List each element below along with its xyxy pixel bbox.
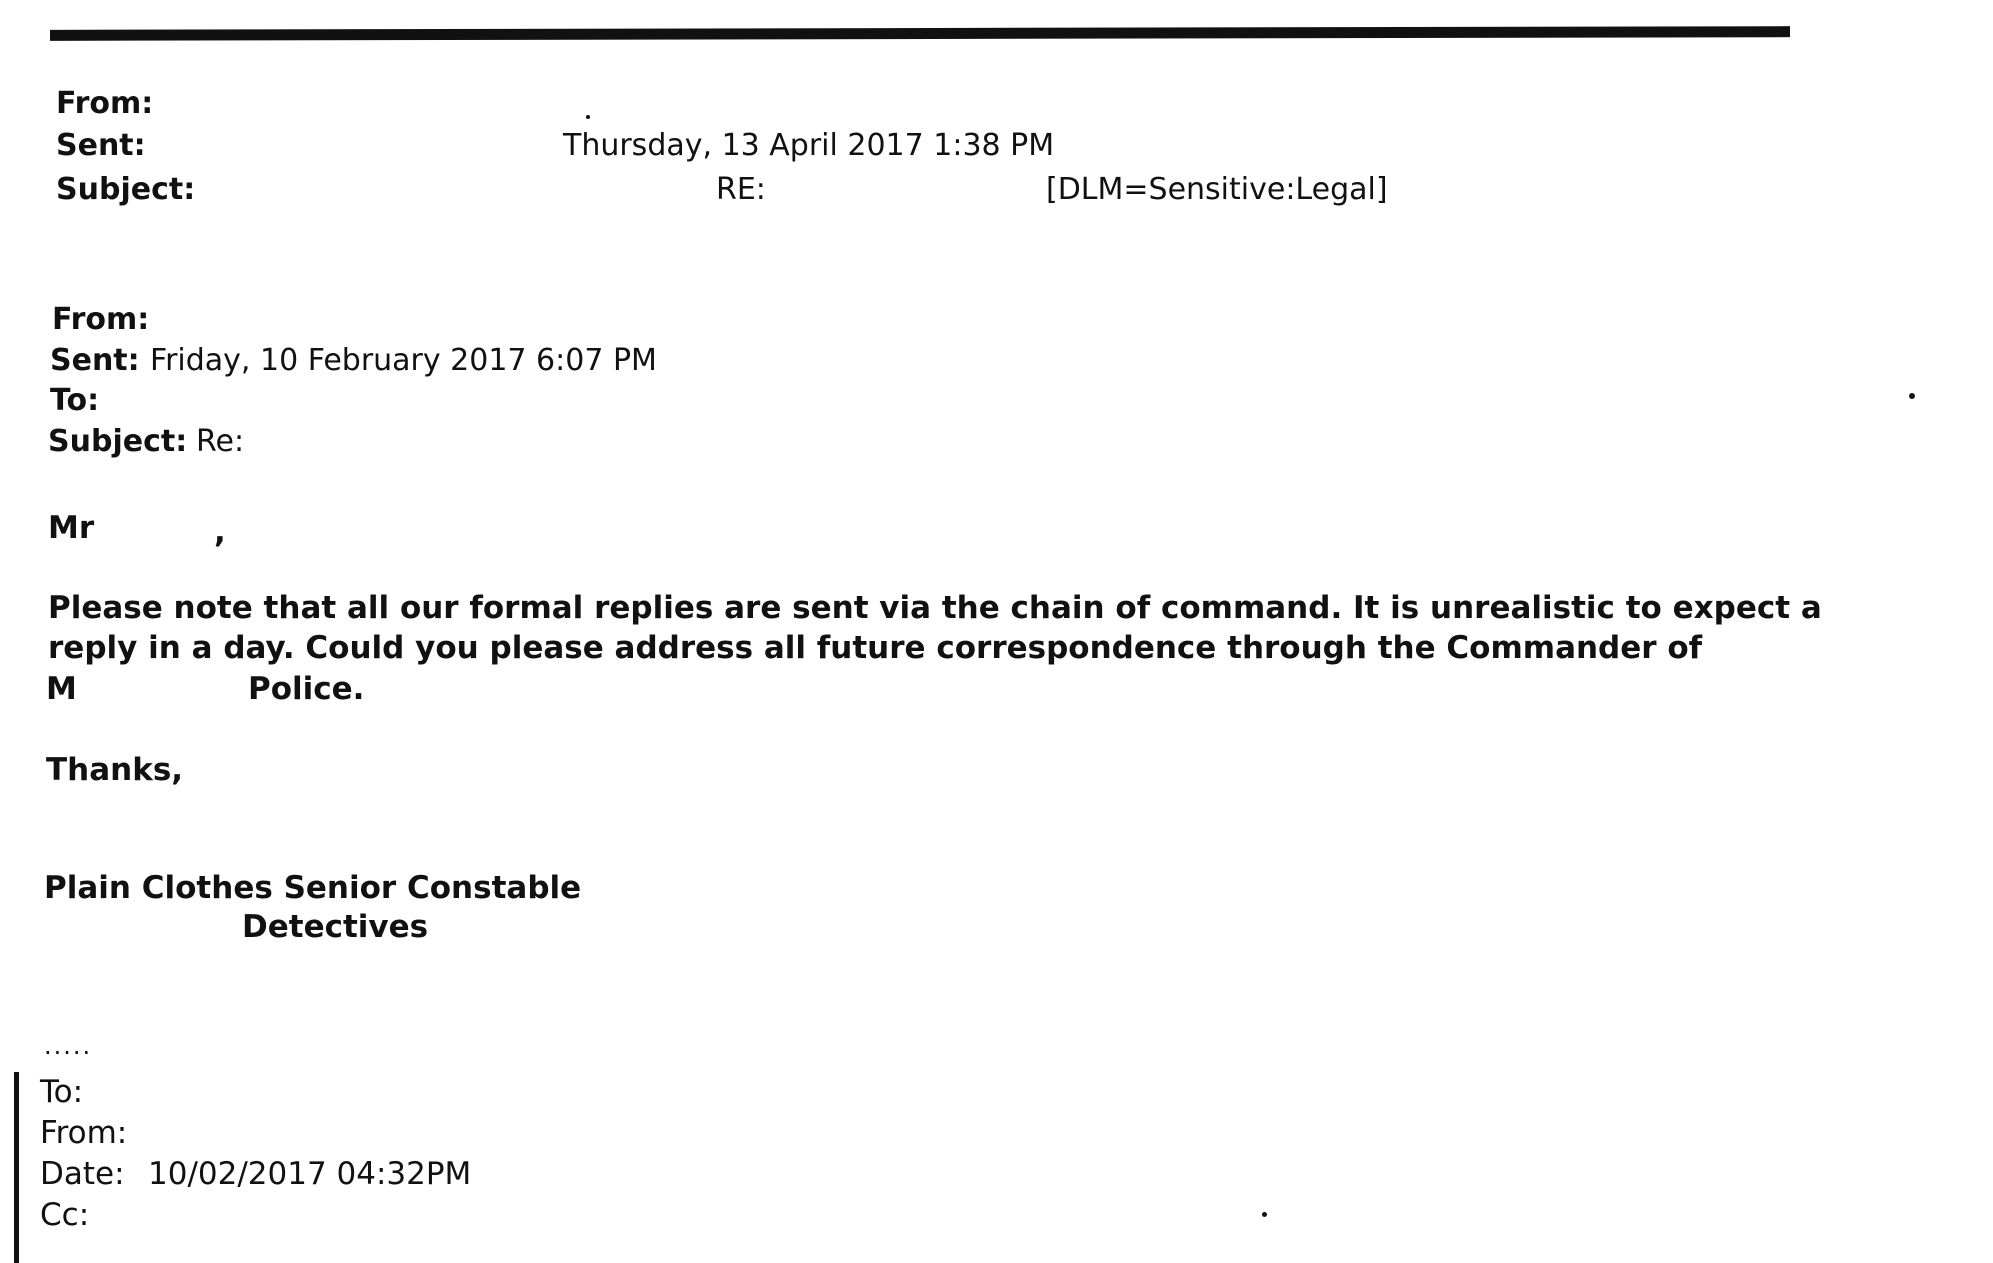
sent-value: Thursday, 13 April 2017 1:38 PM [563, 128, 1055, 163]
subject-classification-tag: [DLM=Sensitive:Legal] [1046, 172, 1388, 207]
to-label-quoted: To: [40, 1074, 84, 1110]
scan-speck [586, 115, 590, 119]
scan-speck [1909, 393, 1915, 399]
subject-prefix: RE: [716, 172, 766, 207]
date-value-quoted: 10/02/2017 04:32PM [148, 1156, 472, 1192]
to-label-forwarded: To: [50, 383, 100, 418]
scan-speck [1262, 1212, 1267, 1217]
cc-label-quoted: Cc: [40, 1197, 90, 1233]
subject-label: Subject: [56, 172, 196, 207]
sent-label: Sent: [56, 128, 146, 163]
paragraph-line-3-start: M [46, 671, 77, 707]
salutation: Mr [48, 510, 95, 546]
salutation-comma: , [214, 514, 226, 550]
quoted-separator-dots: ..... [44, 1032, 93, 1060]
signature-unit: Detectives [242, 909, 429, 945]
signature-title: Plain Clothes Senior Constable [44, 870, 582, 906]
from-label-quoted: From: [40, 1115, 128, 1151]
from-label-forwarded: From: [52, 302, 150, 337]
paragraph-line-1: Please note that all our formal replies are sent via the chain of command. It is unrealistic to expect a [48, 590, 1822, 626]
from-label: From: [56, 86, 154, 121]
subject-label-forwarded: Subject: [48, 424, 188, 459]
sent-label-forwarded: Sent: [50, 343, 140, 378]
date-label-quoted: Date: [40, 1156, 125, 1192]
paragraph-line-3-end: Police. [248, 671, 365, 707]
closing: Thanks, [46, 752, 184, 788]
sent-value-forwarded: Friday, 10 February 2017 6:07 PM [150, 343, 657, 378]
quote-bar [14, 1072, 19, 1263]
top-divider-rule [50, 26, 1790, 41]
paragraph-line-2: reply in a day. Could you please address all future correspondence through the Commander of [48, 630, 1703, 666]
subject-value-forwarded: Re: [196, 424, 245, 459]
